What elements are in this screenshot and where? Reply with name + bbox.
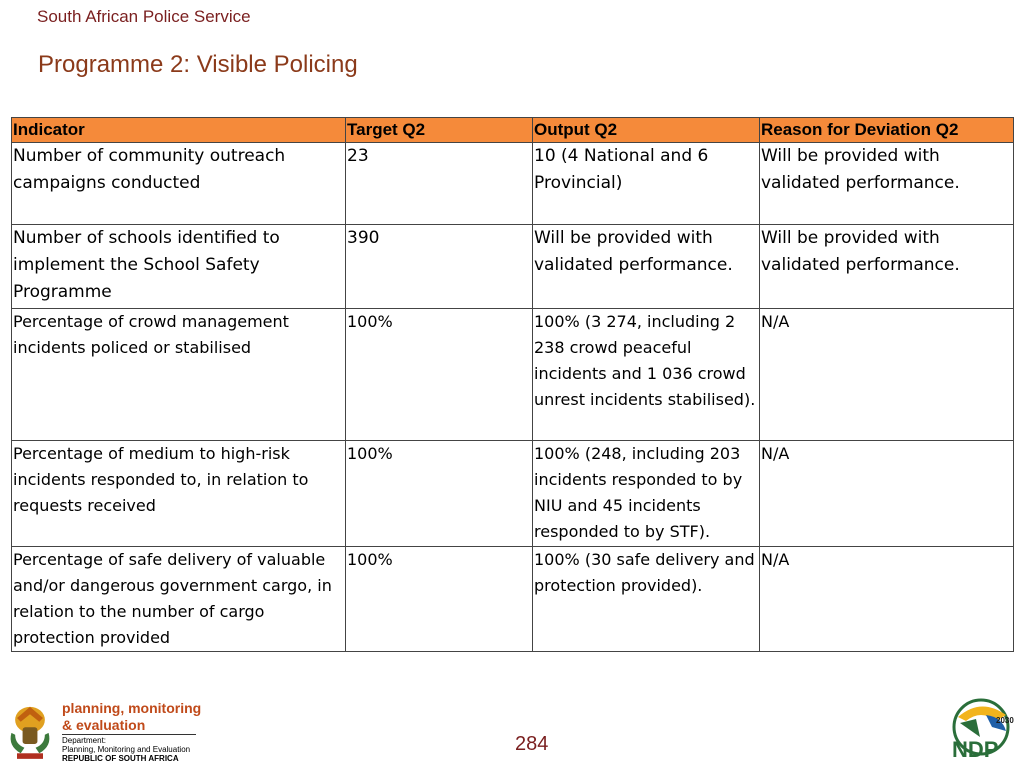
target-cell: 100% [346, 309, 533, 441]
output-cell: 10 (4 National and 6 Provincial) [533, 143, 760, 225]
column-header: Reason for Deviation Q2 [760, 118, 1014, 143]
table-row [12, 309, 1014, 441]
coat-of-arms-icon [4, 697, 56, 765]
reason-cell: N/A [760, 441, 1014, 547]
reason-cell: Will be provided with validated performance. [760, 225, 1014, 309]
page-number: 284 [515, 733, 549, 755]
target-cell: 100% [346, 547, 533, 652]
logo-divider [62, 734, 196, 735]
target-cell: 390 [346, 225, 533, 309]
table-header-row [12, 118, 1014, 143]
dept-line-1: Department: [62, 736, 107, 745]
ndp-2030-logo-icon [946, 697, 1016, 763]
reason-cell: N/A [760, 309, 1014, 441]
page-title: Programme 2: Visible Policing [38, 51, 358, 78]
column-header: Indicator [12, 118, 346, 143]
pme-logo-text [62, 700, 201, 734]
output-cell: Will be provided with validated performance. [533, 225, 760, 309]
indicators-table [11, 117, 1014, 652]
output-cell: 100% (3 274, including 2 238 crowd peaceful incidents and 1 036 crowd unrest incidents stabilised). [533, 309, 760, 441]
target-cell: 100% [346, 441, 533, 547]
column-header: Target Q2 [346, 118, 533, 143]
indicator-cell: Percentage of crowd management incidents policed or stabilised [12, 309, 346, 441]
indicator-cell: Percentage of safe delivery of valuable and/or dangerous government cargo, in relation to the number of cargo protection provided [12, 547, 346, 652]
reason-cell: Will be provided with validated performance. [760, 143, 1014, 225]
dept-line-3: REPUBLIC OF SOUTH AFRICA [62, 754, 179, 763]
reason-cell: N/A [760, 547, 1014, 652]
org-name: South African Police Service [37, 7, 251, 26]
department-text [62, 736, 190, 763]
output-cell: 100% (30 safe delivery and protection provided). [533, 547, 760, 652]
target-cell: 23 [346, 143, 533, 225]
svg-text:NDP: NDP [952, 737, 999, 762]
table-row [12, 225, 1014, 309]
table-row [12, 547, 1014, 652]
indicator-cell: Number of community outreach campaigns conducted [12, 143, 346, 225]
column-header: Output Q2 [533, 118, 760, 143]
table-row [12, 143, 1014, 225]
dept-line-2: Planning, Monitoring and Evaluation [62, 745, 191, 754]
indicator-cell: Percentage of medium to high-risk incidents responded to, in relation to requests received [12, 441, 346, 547]
pme-line-1: planning, monitoring [62, 700, 202, 716]
output-cell: 100% (248, including 203 incidents responded to by NIU and 45 incidents responded to by STF). [533, 441, 760, 547]
indicator-cell: Number of schools identified to implement the School Safety Programme [12, 225, 346, 309]
svg-text:2030: 2030 [996, 716, 1014, 725]
pme-line-2: & evaluation [62, 717, 146, 733]
table-row [12, 441, 1014, 547]
